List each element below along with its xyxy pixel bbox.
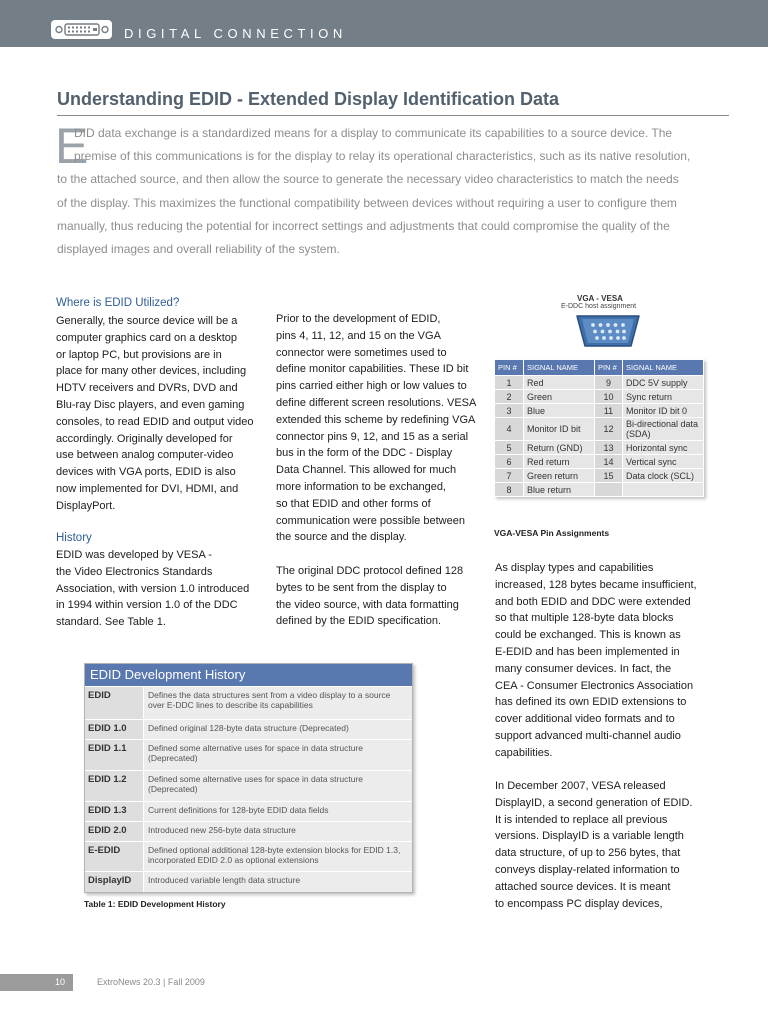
- body-line: EDID was developed by VESA -: [56, 549, 212, 561]
- body-line: conveys display-related information to: [495, 864, 680, 876]
- signal-name-cell: Sync return: [623, 390, 704, 404]
- body-line: Data Channel. This allowed for much: [276, 464, 457, 477]
- body-line: Blu-ray Disc players, and even gaming: [56, 399, 245, 411]
- body-line: E-EDID and has been implemented in: [495, 646, 680, 658]
- signal-name-cell: Green return: [524, 469, 595, 483]
- body-line: DisplayPort.: [56, 499, 116, 512]
- footer-publication: ExtroNews 20.3 | Fall 2009: [97, 977, 205, 987]
- body-line: the Video Electronics Standards: [56, 565, 213, 578]
- body-line: attached source devices. It is meant: [495, 880, 671, 893]
- signal-header: SIGNAL NAME: [524, 360, 595, 376]
- signal-name-cell: Blue return: [524, 483, 595, 497]
- body-line: so that multiple 128-byte data blocks: [495, 612, 674, 625]
- body-line: bus in the form of the DDC - Display: [276, 447, 453, 460]
- edid-description-cell: Defines the data structures sent from a video display to a source over E-DDC lines to describe its capabilities: [144, 687, 412, 719]
- signal-header: SIGNAL NAME: [623, 360, 704, 376]
- pin-table-row: [495, 390, 704, 404]
- pin-table-row: [495, 404, 704, 418]
- header-bar: [0, 0, 768, 47]
- pin-number-cell: 6: [495, 455, 524, 469]
- edid-description-cell: Introduced variable length data structure: [144, 872, 412, 892]
- edid-description-cell: Current definitions for 128-byte EDID data fields: [144, 802, 412, 821]
- body-line: data structure, of up to 256 bytes, that: [495, 847, 681, 860]
- edid-table-row: [85, 770, 412, 801]
- edid-table-row: [85, 801, 412, 821]
- vga-connector-icon: [573, 312, 643, 350]
- edid-table-row: [85, 719, 412, 739]
- edid-table-row: [85, 871, 412, 892]
- pin-number-cell: 4: [495, 418, 524, 441]
- intro-line: premise of this communications is for the display to relay its operational characteristics, such as its native resolution,: [74, 149, 691, 164]
- edid-table-row: [85, 686, 412, 719]
- pin-number-cell: 7: [495, 469, 524, 483]
- intro-line: displayed images and overall reliability of the system.: [57, 242, 340, 256]
- body-line: versions. DisplayID is a variable length: [495, 830, 684, 843]
- page-title: Understanding EDID - Extended Display Identification Data: [57, 89, 560, 109]
- edid-history-table: [84, 663, 413, 893]
- pin-number-cell: 12: [595, 418, 623, 441]
- body-line: standard. See Table 1.: [56, 616, 166, 629]
- edid-version-cell: EDID: [85, 687, 144, 719]
- drop-cap: E: [55, 118, 89, 174]
- body-line: in 1994 within version 1.0 of the DDC: [56, 599, 238, 612]
- body-line: devices with VGA ports, EDID is also: [56, 466, 236, 479]
- edid-version-cell: EDID 1.3: [85, 802, 144, 821]
- body-line: defined by the EDID specification.: [276, 615, 442, 628]
- pin-table-row: [495, 376, 704, 390]
- pin-number-cell: 10: [595, 390, 623, 404]
- signal-name-cell: Green: [524, 390, 595, 404]
- body-line: communication were possible between: [276, 514, 465, 527]
- pin-table-row: [495, 441, 704, 455]
- body-line: place for many other devices, including: [56, 365, 247, 378]
- vga-pin-table: [494, 359, 704, 497]
- signal-name-cell: Monitor ID bit 0: [623, 404, 704, 418]
- pin-table-row: [495, 418, 704, 441]
- body-line: connector pins 9, 12, and 15 as a serial: [276, 430, 469, 443]
- body-line: define different screen resolutions. VESA: [276, 397, 477, 409]
- body-line: so that EDID and other forms of: [276, 497, 431, 510]
- body-line: pins 4, 11, 12, and 15 on the VGA: [276, 329, 441, 342]
- body-line: CEA - Consumer Electronics Association: [495, 679, 694, 692]
- signal-name-cell: Vertical sync: [623, 455, 704, 469]
- body-line: and both EDID and DDC were extended: [495, 595, 691, 608]
- pin-table-row: [495, 469, 704, 483]
- edid-description-cell: Introduced new 256-byte data structure: [144, 822, 412, 841]
- edid-version-cell: E-EDID: [85, 842, 144, 871]
- pin-number-cell: [595, 483, 623, 497]
- body-line: capabilities.: [495, 746, 553, 759]
- edid-description-cell: Defined optional additional 128-byte extension blocks for EDID 1.3, incorporated EDID 2.0 as optional extensions: [144, 842, 412, 871]
- edid-table-row: [85, 841, 412, 871]
- body-line: bytes to be sent from the display to: [276, 581, 447, 594]
- body-line: pins carried either high or low values to: [276, 380, 467, 393]
- pin-number-cell: 2: [495, 390, 524, 404]
- body-line: Association, with version 1.0 introduced: [56, 582, 250, 595]
- body-line: now implemented for DVI, HDMI, and: [56, 483, 239, 495]
- pin-number-cell: 1: [495, 376, 524, 390]
- title-divider: [57, 115, 729, 116]
- body-line: DisplayID, a second generation of EDID.: [495, 796, 693, 809]
- body-line: consoles, to read EDID and output video: [56, 415, 254, 428]
- body-line: It is intended to replace all previous: [495, 813, 668, 826]
- edid-version-cell: EDID 1.1: [85, 740, 144, 770]
- body-line: the video source, with data formatting: [276, 598, 459, 611]
- body-line: In December 2007, VESA released: [495, 780, 666, 792]
- pin-table-row: [495, 455, 704, 469]
- body-line: has defined its own EDID extensions to: [495, 696, 687, 709]
- edid-version-cell: EDID 1.2: [85, 771, 144, 801]
- page-number: 10: [55, 977, 66, 987]
- body-line: The original DDC protocol defined 128: [276, 565, 464, 577]
- body-line: the source and the display.: [276, 531, 407, 544]
- heading-history: History: [56, 532, 92, 544]
- body-line: computer graphics card on a desktop: [56, 331, 237, 344]
- body-line: or laptop PC, but provisions are in: [56, 348, 222, 361]
- signal-name-cell: Data clock (SCL): [623, 469, 704, 483]
- pin-number-cell: 13: [595, 441, 623, 455]
- intro-line: to the attached source, and then allow the source to generate the necessary video characteristics to match the needs: [57, 172, 679, 187]
- edid-table-row: [85, 739, 412, 770]
- body-line: accordingly. Originally developed for: [56, 432, 233, 445]
- heading-where-utilized: Where is EDID Utilized?: [56, 297, 180, 309]
- edid-version-cell: DisplayID: [85, 872, 144, 892]
- signal-name-cell: [623, 483, 704, 497]
- edid-version-cell: EDID 1.0: [85, 720, 144, 739]
- signal-name-cell: Blue: [524, 404, 595, 418]
- body-line: many consumer devices. In fact, the: [495, 662, 672, 675]
- edid-table-caption: Table 1: EDID Development History: [84, 899, 226, 909]
- body-line: increased, 128 bytes became insufficient,: [495, 578, 697, 591]
- pin-number-cell: 14: [595, 455, 623, 469]
- pin-number-cell: 15: [595, 469, 623, 483]
- body-line: connector were sometimes used to: [276, 346, 447, 359]
- edid-description-cell: Defined original 128-byte data structure (Deprecated): [144, 720, 412, 739]
- body-line: use between analog computer-video: [56, 449, 234, 462]
- pin-number-cell: 5: [495, 441, 524, 455]
- pin-number-cell: 8: [495, 483, 524, 497]
- body-line: As display types and capabilities: [495, 562, 654, 574]
- body-line: Prior to the development of EDID,: [276, 313, 441, 325]
- body-line: Generally, the source device will be a: [56, 315, 238, 327]
- vga-figure-title: VGA - VESA: [577, 294, 623, 303]
- pin-number-cell: 11: [595, 404, 623, 418]
- pin-number-cell: 3: [495, 404, 524, 418]
- intro-line: manually, thus reducing the potential for incorrect settings and adjustments that could compromise the quality of the: [57, 218, 670, 233]
- pin-table-row: [495, 483, 704, 497]
- body-line: extended this scheme by redefining VGA: [276, 413, 476, 426]
- vga-figure-subtitle: E-DDC host assignment: [561, 303, 637, 310]
- pin-number-cell: 9: [595, 376, 623, 390]
- intro-line: of the display. This maximizes the functional compatibility between devices without requiring a user to configure them: [57, 195, 677, 210]
- dvi-connector-icon: [54, 22, 110, 37]
- intro-line: DID data exchange is a standardized means for a display to communicate its capabilities to a source device. The: [74, 126, 673, 140]
- signal-name-cell: Monitor ID bit: [524, 418, 595, 441]
- signal-name-cell: Horizontal sync: [623, 441, 704, 455]
- section-title: DIGITAL CONNECTION: [124, 26, 347, 41]
- body-line: to encompass PC display devices,: [495, 897, 663, 910]
- body-line: more information to be exchanged,: [276, 481, 446, 493]
- signal-name-cell: Return (GND): [524, 441, 595, 455]
- body-line: HDTV receivers and DVRs, DVD and: [56, 382, 238, 395]
- signal-name-cell: DDC 5V supply: [623, 376, 704, 390]
- pin-header: PIN #: [595, 360, 623, 376]
- edid-description-cell: Defined some alternative uses for space in data structure (Deprecated): [144, 740, 412, 770]
- signal-name-cell: Red return: [524, 455, 595, 469]
- body-line: cover additional video formats and to: [495, 713, 675, 726]
- body-line: define monitor capabilities. These ID bit: [276, 363, 469, 376]
- edid-description-cell: Defined some alternative uses for space in data structure (Deprecated): [144, 771, 412, 801]
- pin-header: PIN #: [495, 360, 524, 376]
- signal-name-cell: Bi-directional data (SDA): [623, 418, 704, 441]
- signal-name-cell: Red: [524, 376, 595, 390]
- edid-table-title: EDID Development History: [85, 664, 412, 686]
- edid-version-cell: EDID 2.0: [85, 822, 144, 841]
- body-line: could be exchanged. This is known as: [495, 629, 681, 642]
- edid-table-row: [85, 821, 412, 841]
- body-line: support advanced multi-channel audio: [495, 730, 681, 742]
- vga-table-caption: VGA-VESA Pin Assignments: [494, 528, 610, 538]
